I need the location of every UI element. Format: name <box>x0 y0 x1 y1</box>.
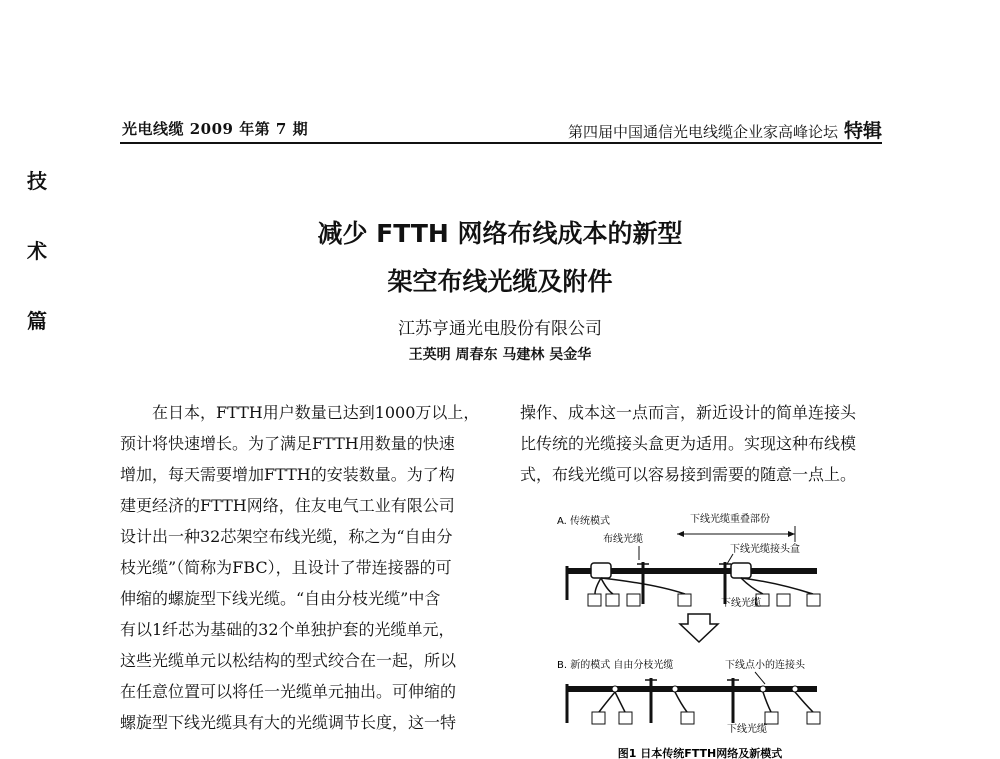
connector <box>672 686 678 692</box>
figure-label-connector: 下线点小的连接头 <box>725 660 805 671</box>
house <box>606 594 619 606</box>
connector <box>792 686 798 692</box>
body-left-column <box>120 397 492 738</box>
ftth-network-figure <box>555 508 845 759</box>
journal-header: 光电线缆 2009 年第 7 期 <box>122 120 309 138</box>
house <box>627 594 640 606</box>
figure-label-a: A. 传统模式 <box>557 516 611 527</box>
free-branching-cable <box>567 686 817 692</box>
house <box>592 712 605 724</box>
drop-cables <box>595 578 813 594</box>
body-line: 建更经济的FTTH网络，住友电气工业有限公司 <box>120 496 455 515</box>
figure-label-drop-a: 下线光缆 <box>721 598 761 609</box>
figure-caption: 图1 日本传统FTTH网络及新模式 <box>617 747 783 759</box>
article-title-line2: 架空布线光缆及附件 <box>387 267 613 296</box>
transition-arrow <box>680 614 718 642</box>
connector <box>612 686 618 692</box>
body-line: 操作、成本这一点而言，新近设计的简单连接头 <box>520 403 857 422</box>
body-right-column <box>520 397 892 490</box>
body-line: 式，布线光缆可以容易接到需要的随意一点上。 <box>520 465 857 484</box>
pointer-line <box>755 672 765 684</box>
figure-label-b: B. 新的模式 自由分枝光缆 <box>557 660 674 671</box>
body-line: 螺旋型下线光缆具有大的光缆调节长度，这一特 <box>120 713 457 732</box>
closure-box <box>731 563 751 578</box>
house <box>765 712 778 724</box>
connector <box>760 686 766 692</box>
body-line: 增加，每天需要增加FTTH的安装数量。为了构 <box>120 465 455 484</box>
figure-label-closure: 下线光缆接头盒 <box>730 544 800 555</box>
affiliation: 江苏亨通光电股份有限公司 <box>398 319 602 339</box>
body-line: 设计出一种32芯架空布线光缆，称之为“自由分 <box>120 527 453 546</box>
figure-label-drop-b: 下线光缆 <box>727 724 767 735</box>
house <box>777 594 790 606</box>
body-line: 比传统的光缆接头盒更为适用。实现这种布线模 <box>520 434 857 453</box>
special-issue-label: 特辑 <box>843 120 882 142</box>
body-line: 有以1纤芯为基础的32个单独护套的光缆单元， <box>120 620 455 639</box>
arrow-head-left <box>677 531 684 537</box>
house <box>807 594 820 606</box>
closure-box <box>591 563 611 578</box>
forum-name: 第四届中国通信光电线缆企业家高峰论坛 <box>567 123 838 141</box>
pointer-line <box>727 554 733 564</box>
body-line: 枝光缆”（简称为FBC），且设计了带连接器的可 <box>120 558 452 577</box>
figure-label-span: 下线光缆重叠部份 <box>690 514 770 525</box>
body-line: 这些光缆单元以松结构的型式绞合在一起，所以 <box>120 651 457 670</box>
arrow-head-right <box>788 531 795 537</box>
house <box>588 594 601 606</box>
side-label-3: 篇 <box>27 309 47 333</box>
body-line: 在日本，FTTH用户数量已达到1000万以上， <box>120 403 480 422</box>
side-label-1: 技 <box>27 169 47 193</box>
house <box>678 594 691 606</box>
house <box>807 712 820 724</box>
article-title-line1: 减少 FTTH 网络布线成本的新型 <box>317 219 683 248</box>
body-line: 预计将快速增长。为了满足FTTH用数量的快速 <box>120 434 455 453</box>
house <box>681 712 694 724</box>
house <box>619 712 632 724</box>
drop-cables <box>599 692 813 712</box>
header-rule <box>120 142 882 144</box>
side-label-2: 术 <box>27 239 47 263</box>
authors: 王英明 周春东 马建林 吴金华 <box>408 347 592 363</box>
forum-header <box>568 116 882 143</box>
body-line: 伸缩的螺旋型下线光缆。“自由分枝光缆”中含 <box>120 589 441 608</box>
body-line: 在任意位置可以将任一光缆单元抽出。可伸缩的 <box>120 682 457 701</box>
figure-label-distribution: 布线光缆 <box>603 534 643 545</box>
